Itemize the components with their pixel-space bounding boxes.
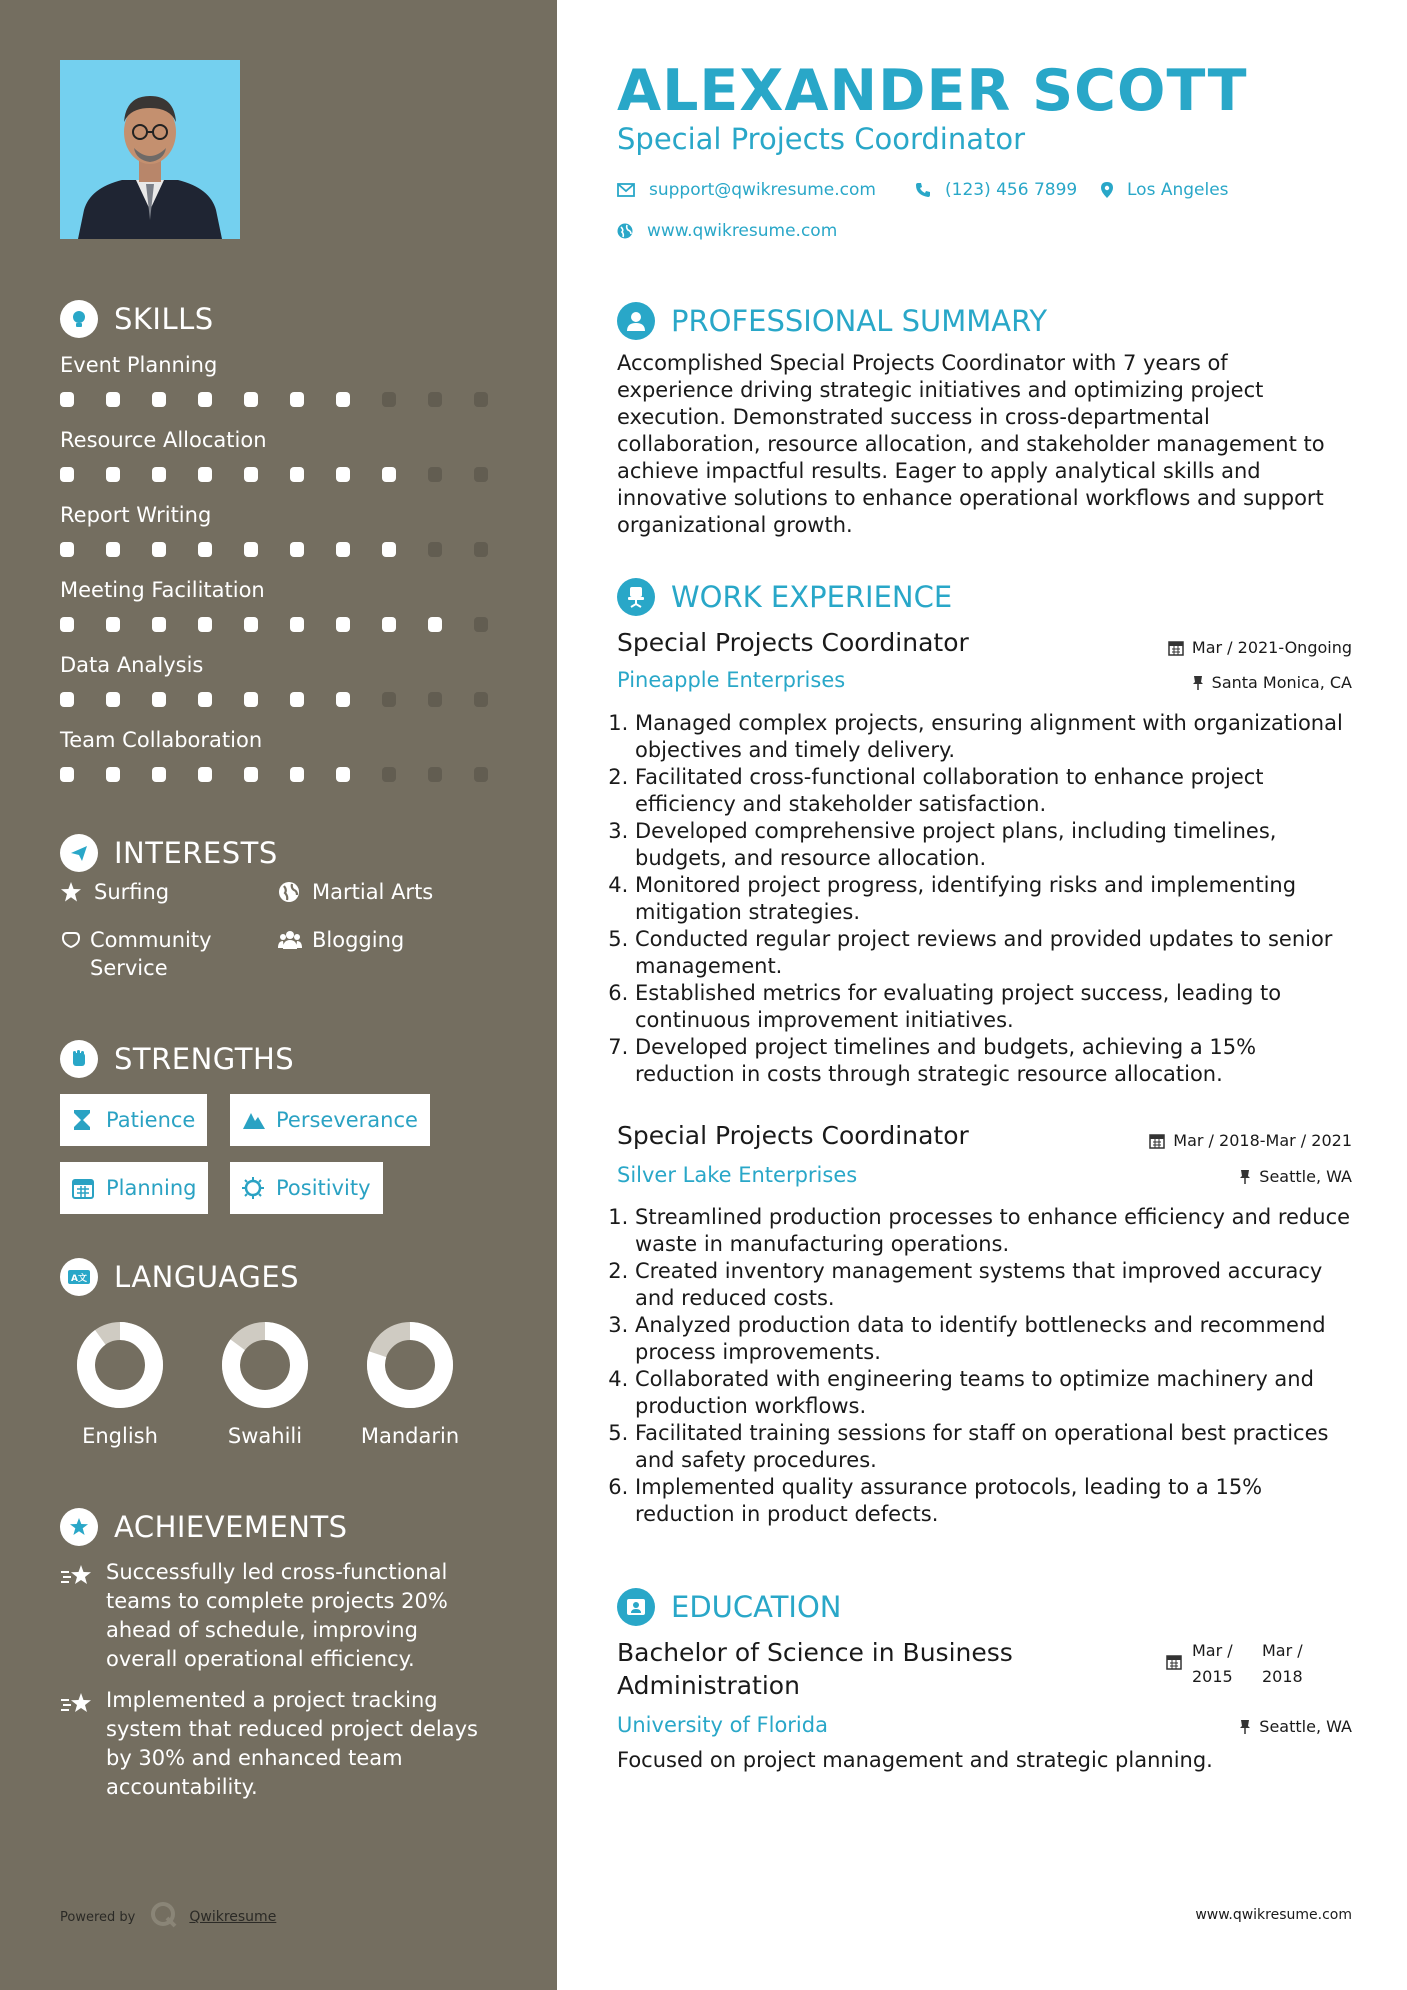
calendar-icon: [72, 1176, 96, 1200]
rating-dot-filled: [244, 617, 258, 632]
rating-dot-filled: [152, 692, 166, 707]
education-start: [1192, 1638, 1262, 1690]
website-link[interactable]: www.qwikresume.com: [647, 221, 838, 241]
education-title: EDUCATION: [671, 1590, 842, 1624]
job-bullet: 3. Developed comprehensive project plans, including timelines, budgets, and resource allocation.: [635, 818, 1353, 872]
svg-text:A文: A文: [71, 1274, 87, 1284]
education-heading: [617, 1588, 842, 1626]
skill-item: [60, 425, 520, 500]
strength-tag: [60, 1162, 208, 1214]
rating-dot-filled: [244, 392, 258, 407]
achievement-text: Implemented a project tracking system that reduced project delays by 30% and enhanced team accountability.: [106, 1688, 479, 1799]
skill-item: [60, 725, 520, 800]
job-dates: [1168, 638, 1352, 657]
sun-icon: [242, 1176, 266, 1200]
job-bullet: 5. Facilitated training sessions for staff on operational best practices and safety procedures.: [635, 1420, 1353, 1474]
rating-dot-empty: [428, 392, 442, 407]
rating-dot-filled: [198, 392, 212, 407]
school-name: University of Florida: [617, 1713, 828, 1737]
rating-dot-empty: [382, 692, 396, 707]
achievements-title: ACHIEVEMENTS: [114, 1510, 348, 1544]
rating-dot-filled: [290, 617, 304, 632]
rating-dot-filled: [106, 617, 120, 632]
job-location-text: Santa Monica, CA: [1211, 673, 1352, 692]
rating-dot-filled: [60, 467, 74, 482]
job-title: Special Projects Coordinator: [617, 1121, 969, 1150]
job-bullet: 5. Conducted regular project reviews and provided updates to senior management.: [635, 926, 1353, 980]
interest-label: Blogging: [312, 928, 405, 952]
qwikresume-logo-icon: [149, 1900, 179, 1934]
language-name: Mandarin: [360, 1424, 460, 1448]
contact-phone: [915, 180, 1077, 200]
summary-title: PROFESSIONAL SUMMARY: [671, 304, 1048, 338]
job-dates-text: Mar / 2018-Mar / 2021: [1173, 1131, 1352, 1150]
job-bullet: 2. Facilitated cross-functional collaboration to enhance project efficiency and stakeholder satisfaction.: [635, 764, 1353, 818]
paper-plane-icon: [60, 834, 98, 872]
rating-dot-filled: [152, 767, 166, 782]
rating-dot-filled: [198, 692, 212, 707]
language-ring: [220, 1320, 310, 1410]
envelope-icon: [617, 183, 635, 197]
rating-dot-filled: [106, 467, 120, 482]
pushpin-icon: [1239, 1719, 1251, 1735]
footer-url[interactable]: www.qwikresume.com: [1195, 1907, 1352, 1923]
end-year: 2018: [1262, 1667, 1303, 1686]
skill-name: Meeting Facilitation: [60, 578, 265, 602]
rating-dot-empty: [474, 692, 488, 707]
degree-title: Bachelor of Science in Business Administration: [617, 1638, 1013, 1700]
candidate-name: ALEXANDER SCOTT: [617, 58, 1248, 124]
rating-dot-filled: [382, 467, 396, 482]
rating-dot-filled: [60, 692, 74, 707]
language-item: [60, 1320, 180, 1448]
job-bullet: 2. Created inventory management systems that improved accuracy and reduced costs.: [635, 1258, 1353, 1312]
rating-dot-filled: [428, 617, 442, 632]
rating-dot-empty: [474, 467, 488, 482]
strength-label: Positivity: [276, 1176, 371, 1200]
language-ring: [365, 1320, 455, 1410]
skill-name: Data Analysis: [60, 653, 204, 677]
powered-prefix: Powered by: [60, 1909, 136, 1925]
rating-dot-filled: [244, 767, 258, 782]
rating-dot-empty: [382, 392, 396, 407]
interests-heading: [60, 834, 278, 872]
rating-dot-filled: [198, 467, 212, 482]
phone-number: (123) 456 7899: [945, 180, 1078, 200]
rating-dot-filled: [60, 542, 74, 557]
job-location: [1192, 673, 1352, 692]
graduation-icon: [617, 1588, 655, 1626]
skill-name: Resource Allocation: [60, 428, 267, 452]
fist-icon: [60, 1040, 98, 1078]
rating-dot-filled: [198, 542, 212, 557]
rating-dot-filled: [290, 767, 304, 782]
profile-photo: [60, 60, 240, 239]
skill-item: [60, 500, 520, 575]
summary-text: Accomplished Special Projects Coordinator with 7 years of experience driving strategic initiatives and optimizing project execution. Demonstrated success in cross-departmental collaboration, resource allocation, and stakeholder management to achieve impactful results. Eager to apply analytical skills and innovative solutions to enhance operational workflows and support organizational growth.: [617, 351, 1325, 537]
rating-dot-filled: [60, 617, 74, 632]
contact-website: [617, 221, 837, 241]
rating-dot-filled: [60, 767, 74, 782]
job-bullet: 1. Managed complex projects, ensuring alignment with organizational objectives and timely delivery.: [635, 710, 1353, 764]
skills-list: [60, 350, 520, 800]
rating-dot-filled: [336, 692, 350, 707]
rating-dot-filled: [244, 467, 258, 482]
map-pin-icon: [1101, 182, 1113, 198]
interest-label: Community Service: [90, 928, 212, 980]
rating-dot-filled: [106, 692, 120, 707]
language-ring-fill: [86, 1331, 154, 1399]
strength-tag: [230, 1162, 383, 1214]
job-bullet: 7. Developed project timelines and budgets, achieving a 15% reduction in costs through strategic resource allocation.: [635, 1034, 1353, 1088]
skills-title: SKILLS: [114, 302, 214, 336]
users-icon: [278, 926, 304, 954]
achievements-heading: [60, 1508, 348, 1546]
calendar-icon: [1149, 1133, 1165, 1149]
calendar-icon: [1166, 1652, 1182, 1690]
language-item: [350, 1320, 470, 1448]
rating-dot-empty: [428, 542, 442, 557]
job-bullet: 6. Implemented quality assurance protocols, leading to a 15% reduction in product defects.: [635, 1474, 1353, 1528]
shooting-star-icon: [60, 1562, 94, 1674]
interest-item: [60, 926, 240, 982]
skill-item: [60, 650, 520, 725]
shooting-star-icon: [60, 1690, 94, 1802]
interest-item: [60, 878, 260, 906]
phone-icon: [915, 182, 931, 198]
contact-location: [1101, 180, 1229, 200]
hourglass-icon: [72, 1108, 96, 1132]
interest-label: Martial Arts: [312, 880, 434, 904]
rating-dot-filled: [336, 467, 350, 482]
rating-dot-filled: [290, 467, 304, 482]
interests-title: INTERESTS: [114, 836, 278, 870]
rating-dot-filled: [336, 767, 350, 782]
rating-dot-empty: [474, 392, 488, 407]
skill-rating: [60, 617, 520, 632]
skill-rating: [60, 542, 520, 557]
languages-title: LANGUAGES: [114, 1260, 300, 1294]
job-dates: [1149, 1131, 1352, 1150]
strength-label: Perseverance: [276, 1108, 418, 1132]
job-bullets: [617, 1204, 1353, 1528]
rating-dot-filled: [152, 392, 166, 407]
skills-heading: [60, 300, 214, 338]
achievement-item: [60, 1686, 490, 1802]
powered-by: [60, 1900, 276, 1934]
rating-dot-filled: [290, 542, 304, 557]
job-bullet: 6. Established metrics for evaluating project success, leading to continuous improvement initiatives.: [635, 980, 1353, 1034]
job-company: Pineapple Enterprises: [617, 668, 846, 692]
language-name: Swahili: [227, 1424, 303, 1448]
languages-list: [60, 1320, 500, 1460]
rating-dot-filled: [198, 617, 212, 632]
rating-dot-filled: [106, 392, 120, 407]
strength-label: Planning: [106, 1176, 197, 1200]
language-name: English: [82, 1424, 158, 1448]
job-bullets: [617, 710, 1353, 1088]
rating-dot-filled: [290, 692, 304, 707]
job-bullet: 3. Analyzed production data to identify bottlenecks and recommend process improvements.: [635, 1312, 1353, 1366]
interest-item: [278, 926, 498, 954]
skill-name: Report Writing: [60, 503, 212, 527]
education-location-text: Seattle, WA: [1259, 1717, 1352, 1736]
rating-dot-empty: [474, 617, 488, 632]
job-dates-text: Mar / 2021-Ongoing: [1191, 638, 1352, 657]
start-year: 2015: [1192, 1667, 1233, 1686]
rating-dot-filled: [198, 767, 212, 782]
globe-icon: [278, 878, 304, 906]
star-icon: [60, 878, 86, 906]
hands-icon: [60, 926, 82, 954]
languages-heading: [60, 1258, 299, 1296]
rating-dot-filled: [244, 692, 258, 707]
rating-dot-filled: [290, 392, 304, 407]
job-location-text: Seattle, WA: [1259, 1167, 1352, 1186]
education-end: [1262, 1638, 1332, 1690]
rating-dot-empty: [474, 767, 488, 782]
rating-dot-filled: [152, 467, 166, 482]
strengths-title: STRENGTHS: [114, 1042, 295, 1076]
rating-dot-filled: [244, 542, 258, 557]
strengths-heading: [60, 1040, 294, 1078]
sidebar: [0, 0, 557, 1990]
rating-dot-empty: [428, 767, 442, 782]
summary-heading: [617, 302, 1047, 340]
pushpin-icon: [1192, 675, 1204, 691]
education-description: Focused on project management and strategic planning.: [617, 1748, 1213, 1772]
mountain-icon: [242, 1108, 266, 1132]
rating-dot-filled: [60, 392, 74, 407]
strength-tag: [230, 1094, 430, 1146]
rating-dot-filled: [336, 392, 350, 407]
end-month: Mar /: [1262, 1641, 1303, 1660]
rating-dot-filled: [152, 617, 166, 632]
lightbulb-icon: [60, 300, 98, 338]
job-title: Special Projects Coordinator: [617, 628, 969, 657]
rating-dot-filled: [336, 617, 350, 632]
education-location: [1239, 1717, 1352, 1736]
globe-icon: [617, 223, 633, 239]
education-dates: [1166, 1638, 1332, 1690]
experience-title: WORK EXPERIENCE: [671, 580, 953, 614]
language-item: [205, 1320, 325, 1448]
skill-item: [60, 575, 520, 650]
achievement-item: [60, 1558, 490, 1674]
interest-item: [278, 878, 498, 906]
location-text: Los Angeles: [1127, 180, 1229, 200]
calendar-icon: [1168, 640, 1184, 656]
skill-rating: [60, 767, 520, 782]
start-month: Mar /: [1192, 1641, 1233, 1660]
job-bullet: 4. Collaborated with engineering teams to optimize machinery and production workflows.: [635, 1366, 1353, 1420]
skill-rating: [60, 467, 520, 482]
skill-name: Event Planning: [60, 353, 218, 377]
strength-tag: [60, 1094, 207, 1146]
rating-dot-empty: [474, 542, 488, 557]
language-ring: [75, 1320, 165, 1410]
qwikresume-link[interactable]: Qwikresume: [189, 1909, 277, 1925]
skill-name: Team Collaboration: [60, 728, 263, 752]
rating-dot-empty: [382, 767, 396, 782]
rating-dot-filled: [336, 542, 350, 557]
language-icon: [60, 1258, 98, 1296]
rating-dot-filled: [106, 767, 120, 782]
interest-label: Surfing: [94, 880, 170, 904]
user-icon: [617, 302, 655, 340]
job-bullet: 1. Streamlined production processes to enhance efficiency and reduce waste in manufacturing operations.: [635, 1204, 1353, 1258]
job-bullet: 4. Monitored project progress, identifying risks and implementing mitigation strategies.: [635, 872, 1353, 926]
experience-heading: [617, 578, 952, 616]
strength-label: Patience: [106, 1108, 196, 1132]
job-company: Silver Lake Enterprises: [617, 1163, 858, 1187]
email-link[interactable]: support@qwikresume.com: [649, 180, 876, 200]
skill-rating: [60, 692, 520, 707]
rating-dot-filled: [382, 542, 396, 557]
office-chair-icon: [617, 578, 655, 616]
achievement-text: Successfully led cross-functional teams to complete projects 20% ahead of schedule, improving overall operational efficiency.: [106, 1560, 448, 1671]
rating-dot-empty: [428, 692, 442, 707]
rating-dot-filled: [382, 617, 396, 632]
trophy-star-icon: [60, 1508, 98, 1546]
rating-dot-filled: [106, 542, 120, 557]
contact-email: [617, 180, 876, 200]
skill-rating: [60, 392, 520, 407]
rating-dot-filled: [152, 542, 166, 557]
job-location: [1239, 1167, 1352, 1186]
pushpin-icon: [1239, 1169, 1251, 1185]
rating-dot-empty: [428, 467, 442, 482]
skill-item: [60, 350, 520, 425]
candidate-role: Special Projects Coordinator: [617, 122, 1026, 156]
